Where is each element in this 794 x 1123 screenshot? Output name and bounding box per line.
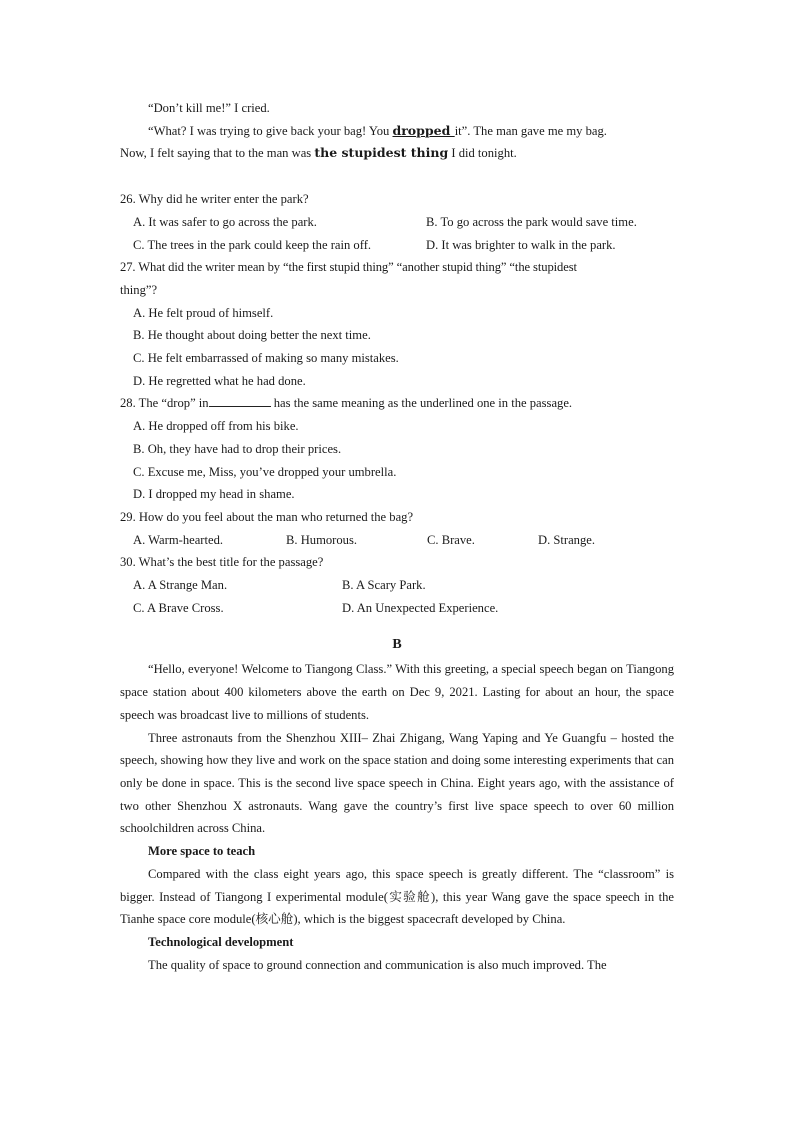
option-c: C. Excuse me, Miss, you’ve dropped your umbrella.	[133, 464, 397, 479]
option-a: A. A Strange Man.	[133, 578, 228, 593]
question-27: 27. What did the writer mean by “the first stupid thing” “another stupid thing” “the stupidest	[120, 260, 577, 275]
underlined-word-dropped: dropped	[392, 122, 455, 138]
option-d: D. It was brighter to walk in the park.	[426, 237, 616, 252]
options-row	[120, 234, 674, 257]
question-26: 26. Why did he writer enter the park?	[120, 192, 309, 207]
option-d: D. An Unexpected Experience.	[342, 600, 499, 615]
option-c: C. Brave.	[427, 532, 475, 547]
option-a: A. He dropped off from his bike.	[133, 419, 299, 434]
dialogue-line: “Don’t kill me!” I cried.	[148, 101, 270, 115]
subheading: More space to teach	[148, 844, 256, 859]
option-b: B. A Scary Park.	[342, 578, 426, 593]
option-b: B. He thought about doing better the next time.	[133, 328, 371, 343]
passage-paragraph: “Hello, everyone! Welcome to Tiangong Class.” With this greeting, a special speech began on Tiangong space station about 400 kilometers above the earth on Dec 9, 2021. Lasting for about an hour, the space speech was broadcast live to millions of students.	[120, 662, 674, 722]
passage-paragraph: Compared with the class eight years ago, this space speech is greatly different. The “classroom” is bigger. Instead of Tiangong I experimental module(实验舱), this year Wang gave the space speech in the Tianhe space core module(核心舱), which is the biggest spacecraft developed by China.	[120, 866, 674, 927]
page	[120, 97, 674, 976]
option-c: C. He felt embarrassed of making so many mistakes.	[133, 351, 399, 366]
option-c: C. A Brave Cross.	[133, 600, 224, 615]
options-row	[120, 529, 674, 552]
option-d: D. I dropped my head in shame.	[133, 487, 295, 502]
option-b: B. Humorous.	[286, 532, 358, 547]
bold-phrase: the stupidest thing	[314, 145, 449, 161]
passage-paragraph: The quality of space to ground connection and communication is also much improved. The	[148, 957, 607, 972]
option-b: B. Oh, they have had to drop their prices.	[133, 441, 342, 456]
option-a: A. It was safer to go across the park.	[133, 214, 317, 229]
question-27-cont: thing”?	[120, 282, 158, 297]
option-b: B. To go across the park would save time.	[426, 214, 637, 229]
answer-blank	[209, 395, 271, 407]
option-d: D. He regretted what he had done.	[133, 373, 306, 388]
subheading: Technological development	[148, 934, 294, 949]
option-d: D. Strange.	[538, 532, 596, 547]
option-c: C. The trees in the park could keep the rain off.	[133, 237, 372, 252]
options-row	[120, 211, 674, 234]
question-30: 30. What’s the best title for the passage?	[120, 555, 324, 570]
option-a: A. He felt proud of himself.	[133, 305, 274, 320]
story-paragraph: “What? I was trying to give back your bag! You dropped it”. The man gave me my bag. Now, I felt saying that to the man was the stupidest thing I did tonight.	[120, 122, 607, 161]
passage-paragraph: Three astronauts from the Shenzhou XIII– Zhai Zhigang, Wang Yaping and Ye Guangfu – hosted the speech, showing how they live and work on the space station and doing some interesting experiments that can only be done in space. This is the second live space speech in China. Eight years ago, with the assistance of two other Shenzhou X astronauts. Wang gave the country’s first live space speech to over 60 million schoolchildren across China.	[120, 730, 674, 836]
options-row	[120, 574, 674, 597]
option-a: A. Warm-hearted.	[133, 532, 224, 547]
options-row	[120, 597, 674, 620]
question-29: 29. How do you feel about the man who returned the bag?	[120, 509, 414, 524]
section-heading: B	[392, 637, 402, 653]
question-28: 28. The “drop” in has the same meaning as the underlined one in the passage.	[120, 396, 573, 411]
